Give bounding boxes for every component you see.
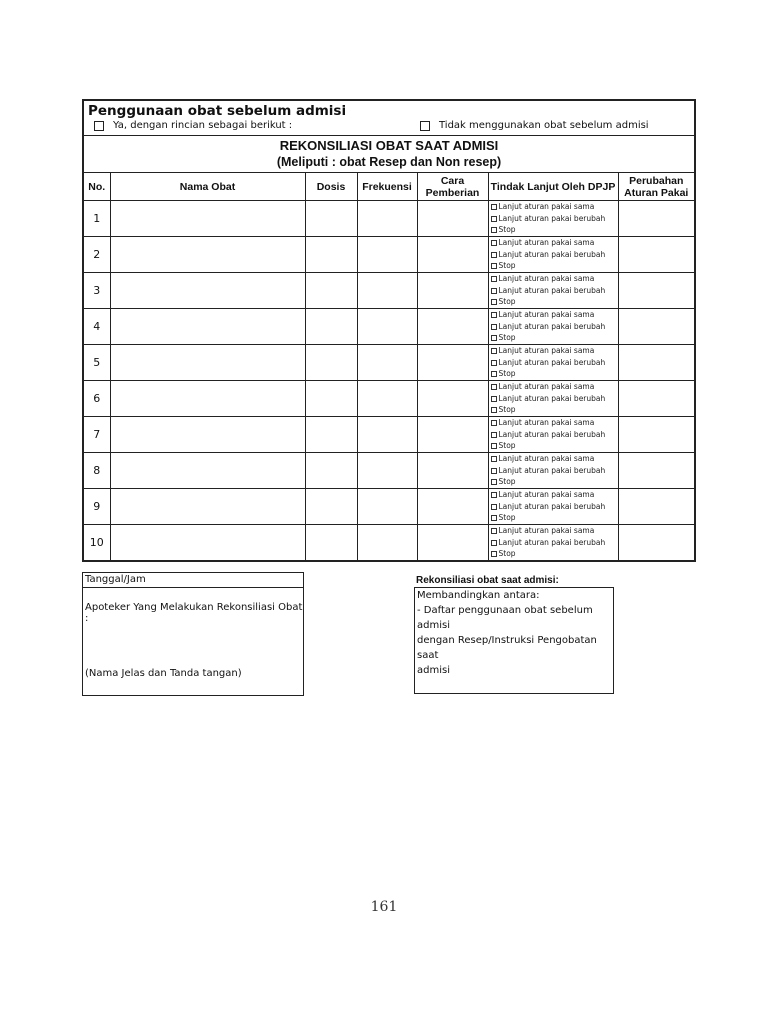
usage-section [83,100,695,136]
drug-name-cell[interactable] [110,453,305,489]
option-no[interactable] [420,120,649,131]
follow-up-option-label: Stop [498,369,516,379]
checkbox-icon[interactable] [491,479,497,485]
rule-change-cell[interactable] [618,345,695,381]
table-row [83,525,695,562]
checkbox-icon[interactable] [491,528,497,534]
follow-up-option[interactable] [491,381,618,393]
follow-up-option-label: Lanjut aturan pakai berubah [498,321,606,331]
follow-up-option-label: Lanjut aturan pakai sama [498,202,595,212]
table-row [83,489,695,525]
checkbox-icon[interactable] [491,335,497,341]
row-number: 1 [83,201,110,237]
follow-up-option[interactable] [491,260,618,272]
follow-up-option-label: Stop [498,477,516,487]
form-title [83,136,695,173]
follow-up-option-label: Lanjut aturan pakai berubah [498,213,606,223]
follow-up-option[interactable] [491,309,618,321]
drug-name-cell[interactable] [110,201,305,237]
follow-up-option[interactable] [491,201,618,213]
checkbox-icon[interactable] [491,551,497,557]
frequency-cell[interactable] [357,381,417,417]
checkbox-icon[interactable] [491,299,497,305]
follow-up-option-label: Lanjut aturan pakai berubah [498,393,606,403]
rule-change-cell[interactable] [618,489,695,525]
frequency-cell[interactable] [357,417,417,453]
checkbox-icon[interactable] [491,312,497,318]
col-frekuensi: Frekuensi [357,173,417,201]
follow-up-option-label: Lanjut aturan pakai berubah [498,465,606,475]
page-number: 161 [370,899,398,915]
route-cell[interactable] [417,381,488,417]
follow-up-cell [488,273,618,309]
col-tindak-lanjut: Tindak Lanjut Oleh DPJP [488,173,618,201]
follow-up-cell [488,201,618,237]
checkbox-icon[interactable] [491,252,497,258]
follow-up-option-label: Stop [498,441,516,451]
follow-up-option[interactable] [491,465,618,477]
checkbox-icon[interactable] [491,348,497,354]
reconciliation-table [82,99,696,562]
follow-up-option-label: Stop [498,333,516,343]
drug-name-cell[interactable] [110,489,305,525]
checkbox-icon[interactable] [491,227,497,233]
table-row [83,237,695,273]
follow-up-option[interactable] [491,237,618,249]
table-row [83,417,695,453]
follow-up-option-label: Lanjut aturan pakai berubah [498,285,606,295]
follow-up-option[interactable] [491,224,618,236]
row-number: 8 [83,453,110,489]
drug-name-cell[interactable] [110,417,305,453]
form-title-line1: REKONSILIASI OBAT SAAT ADMISI [279,138,499,153]
date-time-field[interactable]: Tanggal/Jam [83,573,303,588]
drug-name-cell[interactable] [110,525,305,562]
checkbox-icon[interactable] [491,468,497,474]
row-number: 4 [83,309,110,345]
col-dosis: Dosis [305,173,357,201]
checkbox-icon[interactable] [491,240,497,246]
follow-up-cell [488,525,618,562]
table-row [83,453,695,489]
usage-title: Penggunaan obat sebelum admisi [88,103,347,119]
checkbox-icon[interactable] [491,216,497,222]
row-number: 2 [83,237,110,273]
frequency-cell[interactable] [357,309,417,345]
option-yes[interactable] [94,120,292,131]
route-cell[interactable] [417,417,488,453]
rule-change-cell[interactable] [618,417,695,453]
checkbox-icon[interactable] [491,204,497,210]
follow-up-option[interactable] [491,429,618,441]
table-row [83,345,695,381]
follow-up-option-label: Lanjut aturan pakai berubah [498,357,606,367]
rule-change-cell[interactable] [618,201,695,237]
follow-up-option[interactable] [491,213,618,225]
follow-up-option-label: Lanjut aturan pakai sama [498,310,595,320]
route-cell[interactable] [417,525,488,562]
table-row [83,309,695,345]
follow-up-option[interactable] [491,273,618,285]
checkbox-icon[interactable] [491,540,497,546]
follow-up-cell [488,453,618,489]
row-number: 9 [83,489,110,525]
follow-up-option-label: Lanjut aturan pakai sama [498,526,595,536]
frequency-cell[interactable] [357,525,417,562]
col-perubahan [618,173,695,201]
col-cara-line2: Pemberian [425,186,480,199]
follow-up-option-label: Stop [498,513,516,523]
checkbox-icon[interactable] [491,384,497,390]
checkbox-icon[interactable] [491,515,497,521]
follow-up-cell [488,489,618,525]
table-row [83,381,695,417]
drug-name-cell[interactable] [110,237,305,273]
row-number: 5 [83,345,110,381]
frequency-cell[interactable] [357,345,417,381]
rule-change-cell[interactable] [618,381,695,417]
follow-up-option[interactable] [491,440,618,452]
follow-up-option-label: Lanjut aturan pakai berubah [498,501,606,511]
col-cara-pemberian [417,173,488,201]
note-line3: dengan Resep/Instruksi Pengobatan saat [417,635,597,661]
follow-up-option-label: Lanjut aturan pakai sama [498,454,595,464]
drug-name-cell[interactable] [110,345,305,381]
checkbox-icon[interactable] [94,121,104,131]
drug-name-cell[interactable] [110,273,305,309]
checkbox-icon[interactable] [491,324,497,330]
follow-up-option[interactable] [491,548,618,560]
follow-up-cell [488,237,618,273]
row-number: 7 [83,417,110,453]
checkbox-icon[interactable] [491,492,497,498]
follow-up-option[interactable] [491,321,618,333]
frequency-cell[interactable] [357,489,417,525]
rule-change-cell[interactable] [618,273,695,309]
follow-up-option[interactable] [491,393,618,405]
follow-up-option[interactable] [491,476,618,488]
col-no: No. [83,173,110,201]
checkbox-icon[interactable] [491,407,497,413]
col-perubahan-line1: Perubahan [629,174,684,187]
dose-cell[interactable] [305,453,357,489]
pharmacist-box [82,572,304,696]
row-number: 3 [83,273,110,309]
dose-cell[interactable] [305,489,357,525]
route-cell[interactable] [417,345,488,381]
checkbox-icon[interactable] [491,276,497,282]
route-cell[interactable] [417,273,488,309]
col-cara-line1: Cara [440,174,465,187]
signature-label: (Nama Jelas dan Tanda tangan) [85,668,242,679]
checkbox-icon[interactable] [491,360,497,366]
follow-up-option-label: Stop [498,297,516,307]
route-cell[interactable] [417,309,488,345]
dose-cell[interactable] [305,273,357,309]
checkbox-icon[interactable] [491,371,497,377]
route-cell[interactable] [417,237,488,273]
form-title-line2: (Meliputi : obat Resep dan Non resep) [276,155,502,169]
frequency-cell[interactable] [357,201,417,237]
checkbox-icon[interactable] [491,456,497,462]
follow-up-option[interactable] [491,368,618,380]
follow-up-option-label: Lanjut aturan pakai berubah [498,537,606,547]
admission-reconciliation-title: Rekonsiliasi obat saat admisi: [416,575,559,586]
checkbox-icon[interactable] [491,504,497,510]
option-yes-label: Ya, dengan rincian sebagai berikut : [113,120,293,131]
follow-up-option[interactable] [491,453,618,465]
note-line1: Membandingkan antara: [417,590,540,601]
follow-up-option[interactable] [491,249,618,261]
follow-up-option[interactable] [491,357,618,369]
checkbox-icon[interactable] [491,263,497,269]
follow-up-option[interactable] [491,501,618,513]
follow-up-option-label: Stop [498,549,516,559]
follow-up-option[interactable] [491,525,618,537]
follow-up-option-label: Stop [498,405,516,415]
dose-cell[interactable] [305,201,357,237]
note-line2: - Daftar penggunaan obat sebelum admisi [417,605,593,631]
checkbox-icon[interactable] [491,396,497,402]
row-number: 6 [83,381,110,417]
follow-up-cell [488,309,618,345]
checkbox-icon[interactable] [491,443,497,449]
follow-up-option-label: Lanjut aturan pakai berubah [498,429,606,439]
checkbox-icon[interactable] [420,121,430,131]
checkbox-icon[interactable] [491,432,497,438]
dose-cell[interactable] [305,345,357,381]
follow-up-option[interactable] [491,537,618,549]
rule-change-cell[interactable] [618,453,695,489]
follow-up-option[interactable] [491,345,618,357]
dose-cell[interactable] [305,417,357,453]
option-no-label: Tidak menggunakan obat sebelum admisi [439,120,649,131]
route-cell[interactable] [417,489,488,525]
follow-up-cell [488,417,618,453]
follow-up-cell [488,381,618,417]
follow-up-option-label: Stop [498,225,516,235]
follow-up-cell [488,345,618,381]
column-headers [83,173,695,201]
dose-cell[interactable] [305,525,357,562]
follow-up-option[interactable] [491,512,618,524]
col-perubahan-line2: Aturan Pakai [624,186,689,199]
follow-up-option[interactable] [491,489,618,501]
follow-up-option[interactable] [491,417,618,429]
note-line4: admisi [417,665,450,676]
rule-change-cell[interactable] [618,309,695,345]
follow-up-option[interactable] [491,404,618,416]
col-nama-obat: Nama Obat [110,173,305,201]
dose-cell[interactable] [305,237,357,273]
rule-change-cell[interactable] [618,237,695,273]
drug-name-cell[interactable] [110,309,305,345]
table-row [83,201,695,237]
route-cell[interactable] [417,201,488,237]
follow-up-option-label: Lanjut aturan pakai sama [498,346,595,356]
table-row [83,273,695,309]
frequency-cell[interactable] [357,453,417,489]
pharmacist-label: Apoteker Yang Melakukan Rekonsiliasi Obat : [85,602,303,624]
follow-up-option-label: Stop [498,261,516,271]
frequency-cell[interactable] [357,237,417,273]
row-number: 10 [83,525,110,562]
follow-up-option[interactable] [491,296,618,308]
frequency-cell[interactable] [357,273,417,309]
route-cell[interactable] [417,453,488,489]
dose-cell[interactable] [305,381,357,417]
checkbox-icon[interactable] [491,420,497,426]
follow-up-option-label: Lanjut aturan pakai sama [498,238,595,248]
follow-up-option-label: Lanjut aturan pakai sama [498,274,595,284]
follow-up-option-label: Lanjut aturan pakai sama [498,490,595,500]
dose-cell[interactable] [305,309,357,345]
follow-up-option[interactable] [491,332,618,344]
follow-up-option-label: Lanjut aturan pakai berubah [498,249,606,259]
follow-up-option-label: Lanjut aturan pakai sama [498,418,595,428]
drug-name-cell[interactable] [110,381,305,417]
rule-change-cell[interactable] [618,525,695,562]
admission-reconciliation-box [414,587,614,694]
follow-up-option-label: Lanjut aturan pakai sama [498,382,595,392]
checkbox-icon[interactable] [491,288,497,294]
follow-up-option[interactable] [491,285,618,297]
